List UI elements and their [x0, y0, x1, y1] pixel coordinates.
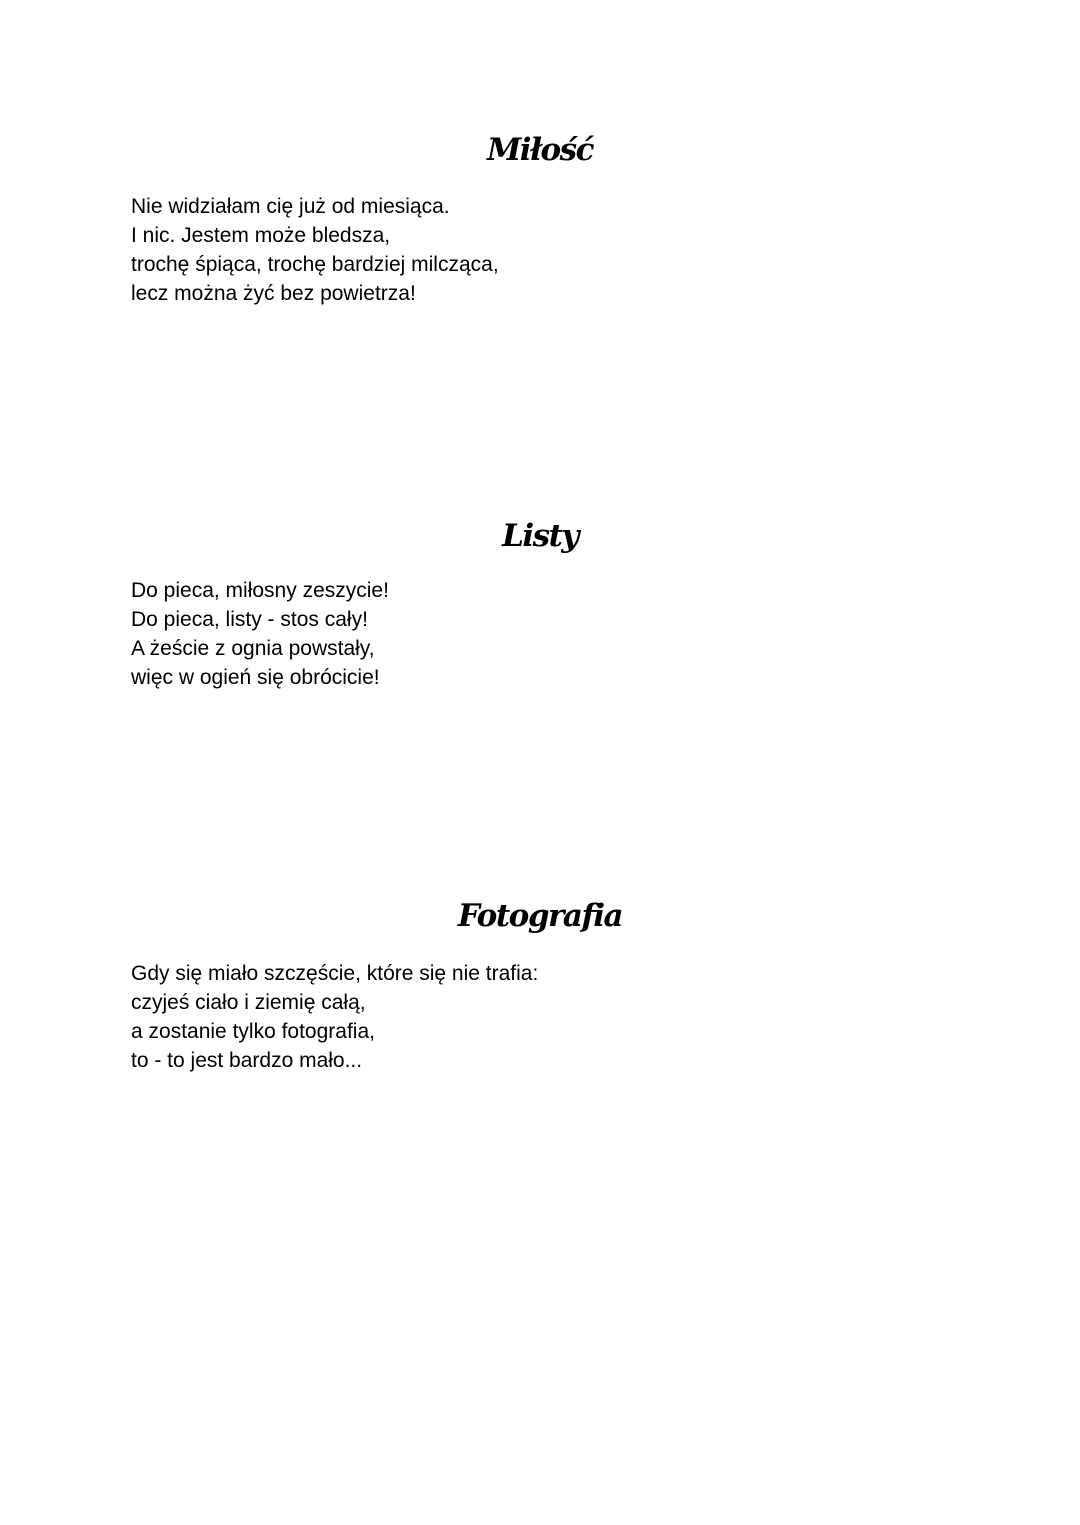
poem-line: A żeście z ognia powstały, [131, 637, 375, 660]
poem-title: Miłość [486, 132, 594, 168]
poem-line: to - to jest bardzo mało... [131, 1049, 363, 1072]
poem-line: Nie widziałam cię już od miesiąca. [131, 195, 450, 218]
poem-stanza [131, 192, 499, 308]
poem-line: I nic. Jestem może bledsza, [131, 224, 391, 247]
poem-stanza [131, 576, 389, 692]
poem-stanza [131, 959, 538, 1075]
poem-line: Do pieca, miłosny zeszycie! [131, 579, 389, 602]
poem-line: więc w ogień się obrócicie! [131, 666, 380, 689]
poem-line: a zostanie tylko fotografia, [131, 1020, 375, 1043]
poem-line: czyjeś ciało i ziemię całą, [131, 991, 366, 1014]
poem-line: trochę śpiąca, trochę bardziej milcząca, [131, 253, 499, 276]
poem-line: Do pieca, listy - stos cały! [131, 608, 368, 631]
poem-title: Fotografia [457, 898, 623, 934]
poem-title: Listy [502, 518, 578, 554]
poem-line: Gdy się miało szczęście, które się nie trafia: [131, 962, 539, 985]
poem-line: lecz można żyć bez powietrza! [131, 282, 416, 305]
